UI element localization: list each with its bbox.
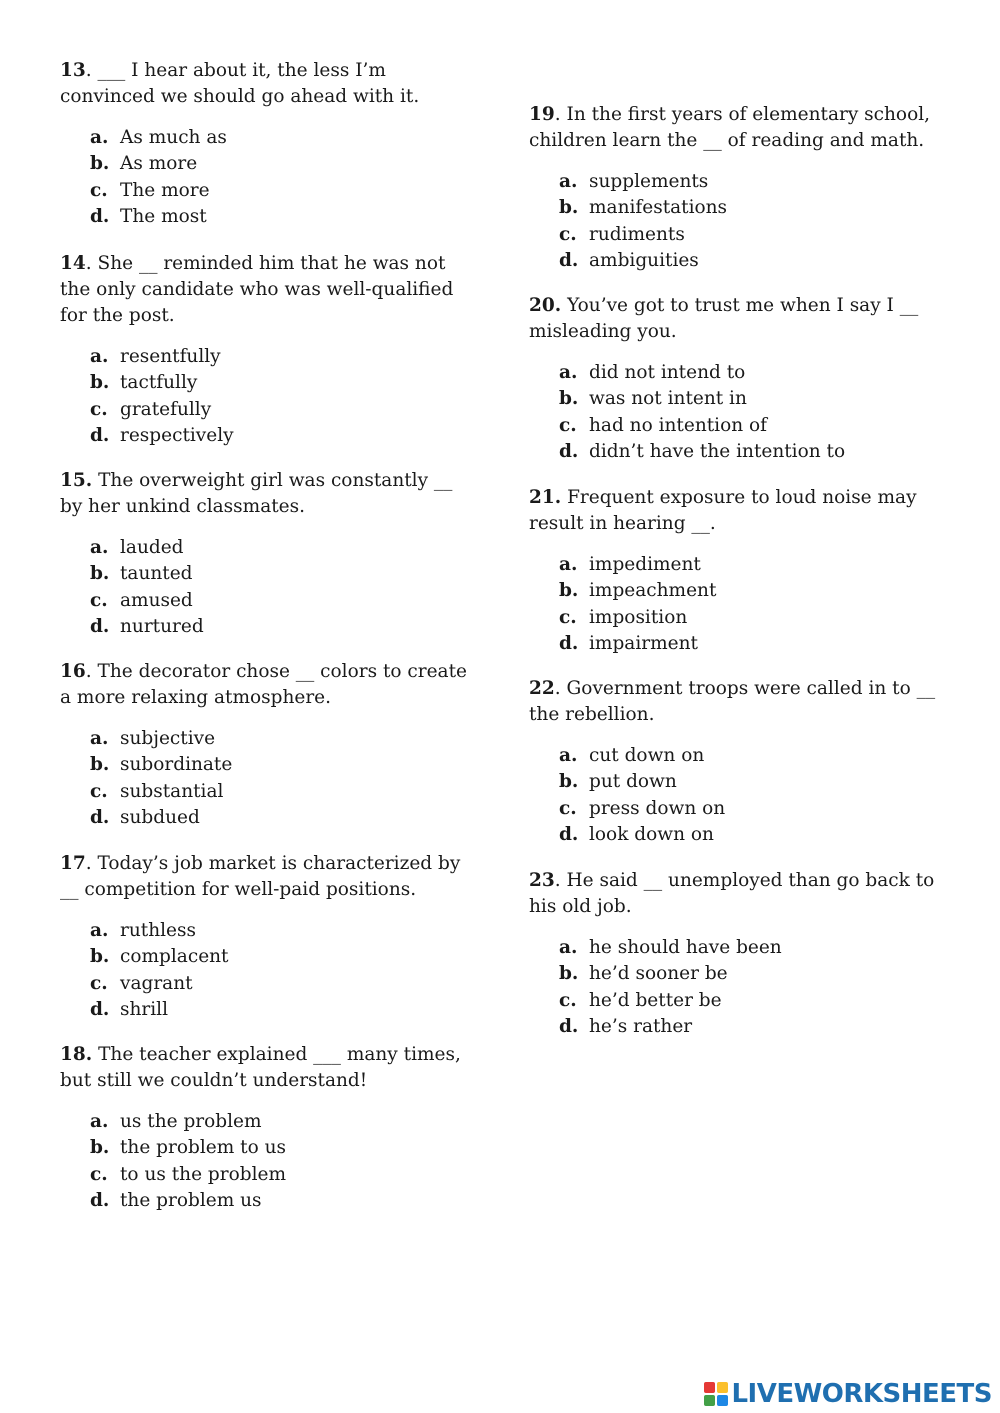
question-stem: 16. The decorator chose __ colors to create a more relaxing atmosphere. bbox=[60, 661, 467, 708]
option-a[interactable]: a. resentfully bbox=[90, 346, 221, 367]
question-number: 13 bbox=[60, 60, 86, 81]
question-17 bbox=[60, 851, 480, 1023]
option-a[interactable]: a. us the problem bbox=[90, 1111, 262, 1132]
question-number: 22 bbox=[529, 678, 555, 699]
option-b[interactable]: b. he’d sooner be bbox=[559, 963, 728, 985]
option-b[interactable]: b. the problem to us bbox=[90, 1137, 286, 1159]
question-14 bbox=[60, 251, 480, 449]
option-a[interactable]: a. did not intend to bbox=[559, 362, 746, 383]
question-20 bbox=[529, 293, 949, 465]
option-d[interactable]: d. ambiguities bbox=[559, 249, 699, 271]
question-stem: 20. You’ve got to trust me when I say I __ misleading you. bbox=[529, 295, 919, 342]
option-d[interactable]: d. look down on bbox=[559, 823, 714, 845]
option-b[interactable]: b. put down bbox=[559, 771, 677, 793]
option-b[interactable]: b. taunted bbox=[90, 563, 193, 585]
option-c[interactable]: c. imposition bbox=[559, 606, 688, 628]
question-number: 14 bbox=[60, 253, 86, 274]
question-stem: 21. Frequent exposure to loud noise may result in hearing __. bbox=[529, 487, 917, 534]
option-d[interactable]: d. he’s rather bbox=[559, 1015, 693, 1037]
question-stem: 23. He said __ unemployed than go back to his old job. bbox=[529, 870, 935, 917]
answer-options bbox=[529, 360, 949, 465]
liveworksheets-brand[interactable] bbox=[704, 1379, 992, 1409]
question-19 bbox=[529, 102, 949, 274]
option-a[interactable]: a. supplements bbox=[559, 171, 709, 192]
answer-options bbox=[529, 552, 949, 657]
option-a[interactable]: a. impediment bbox=[559, 554, 701, 575]
option-a[interactable]: a. As much as bbox=[90, 127, 227, 148]
question-stem: 17. Today’s job market is characterized by __ competition for well-paid positions. bbox=[60, 853, 461, 900]
option-b[interactable]: b. manifestations bbox=[559, 197, 728, 219]
option-d[interactable]: d. The most bbox=[90, 205, 207, 227]
answer-options bbox=[60, 1109, 480, 1214]
question-13 bbox=[60, 58, 480, 230]
question-stem: 13. ___ I hear about it, the less I’m convinced we should go ahead with it. bbox=[60, 60, 420, 107]
option-d[interactable]: d. subdued bbox=[90, 806, 200, 828]
question-stem: 22. Government troops were called in to __ the rebellion. bbox=[529, 678, 936, 725]
option-a[interactable]: a. he should have been bbox=[559, 937, 782, 958]
option-c[interactable]: c. amused bbox=[90, 589, 193, 611]
option-c[interactable]: c. press down on bbox=[559, 797, 726, 819]
question-stem: 15. The overweight girl was constantly __ by her unkind classmates. bbox=[60, 470, 453, 517]
option-a[interactable]: a. cut down on bbox=[559, 745, 705, 766]
answer-options bbox=[60, 344, 480, 449]
answer-options bbox=[60, 918, 480, 1023]
option-a[interactable]: a. ruthless bbox=[90, 920, 196, 941]
question-number: 15. bbox=[60, 470, 93, 491]
answer-options bbox=[60, 726, 480, 831]
answer-options bbox=[60, 125, 480, 230]
option-d[interactable]: d. didn’t have the intention to bbox=[559, 440, 846, 462]
question-number: 19 bbox=[529, 104, 555, 125]
question-number: 17 bbox=[60, 853, 86, 874]
option-a[interactable]: a. lauded bbox=[90, 537, 184, 558]
question-21 bbox=[529, 485, 949, 657]
answer-options bbox=[529, 169, 949, 274]
option-d[interactable]: d. the problem us bbox=[90, 1189, 262, 1211]
question-22 bbox=[529, 676, 949, 848]
option-c[interactable]: c. rudiments bbox=[559, 223, 685, 245]
option-c[interactable]: c. to us the problem bbox=[90, 1163, 286, 1185]
question-stem: 19. In the first years of elementary school, children learn the __ of reading and math. bbox=[529, 104, 931, 151]
question-number: 16 bbox=[60, 661, 86, 682]
option-c[interactable]: c. he’d better be bbox=[559, 989, 722, 1011]
answer-options bbox=[529, 743, 949, 848]
option-d[interactable]: d. nurtured bbox=[90, 615, 204, 637]
question-18 bbox=[60, 1042, 480, 1214]
liveworksheets-logo-icon bbox=[704, 1382, 728, 1406]
option-c[interactable]: c. had no intention of bbox=[559, 414, 767, 436]
option-b[interactable]: b. impeachment bbox=[559, 580, 717, 602]
option-b[interactable]: b. As more bbox=[90, 153, 198, 175]
answer-options bbox=[60, 535, 480, 640]
question-number: 23 bbox=[529, 870, 555, 891]
question-number: 18. bbox=[60, 1044, 93, 1065]
option-b[interactable]: b. tactfully bbox=[90, 372, 198, 394]
question-number: 20. bbox=[529, 295, 562, 316]
option-b[interactable]: b. subordinate bbox=[90, 754, 233, 776]
option-b[interactable]: b. complacent bbox=[90, 946, 229, 968]
brand-wordmark: LIVEWORKSHEETS bbox=[731, 1379, 992, 1409]
option-c[interactable]: c. gratefully bbox=[90, 398, 212, 420]
question-stem: 14. She __ reminded him that he was not the only candidate who was well-qualified for the post. bbox=[60, 253, 454, 326]
option-c[interactable]: c. substantial bbox=[90, 780, 224, 802]
option-d[interactable]: d. respectively bbox=[90, 424, 234, 446]
question-stem: 18. The teacher explained ___ many times, but still we couldn’t understand! bbox=[60, 1044, 461, 1091]
question-15 bbox=[60, 468, 480, 640]
option-c[interactable]: c. vagrant bbox=[90, 972, 193, 994]
question-16 bbox=[60, 659, 480, 831]
option-d[interactable]: d. impairment bbox=[559, 632, 698, 654]
question-number: 21. bbox=[529, 487, 562, 508]
option-a[interactable]: a. subjective bbox=[90, 728, 216, 749]
answer-options bbox=[529, 935, 949, 1040]
option-c[interactable]: c. The more bbox=[90, 179, 210, 201]
question-23 bbox=[529, 868, 949, 1040]
option-d[interactable]: d. shrill bbox=[90, 998, 169, 1020]
option-b[interactable]: b. was not intent in bbox=[559, 388, 747, 410]
